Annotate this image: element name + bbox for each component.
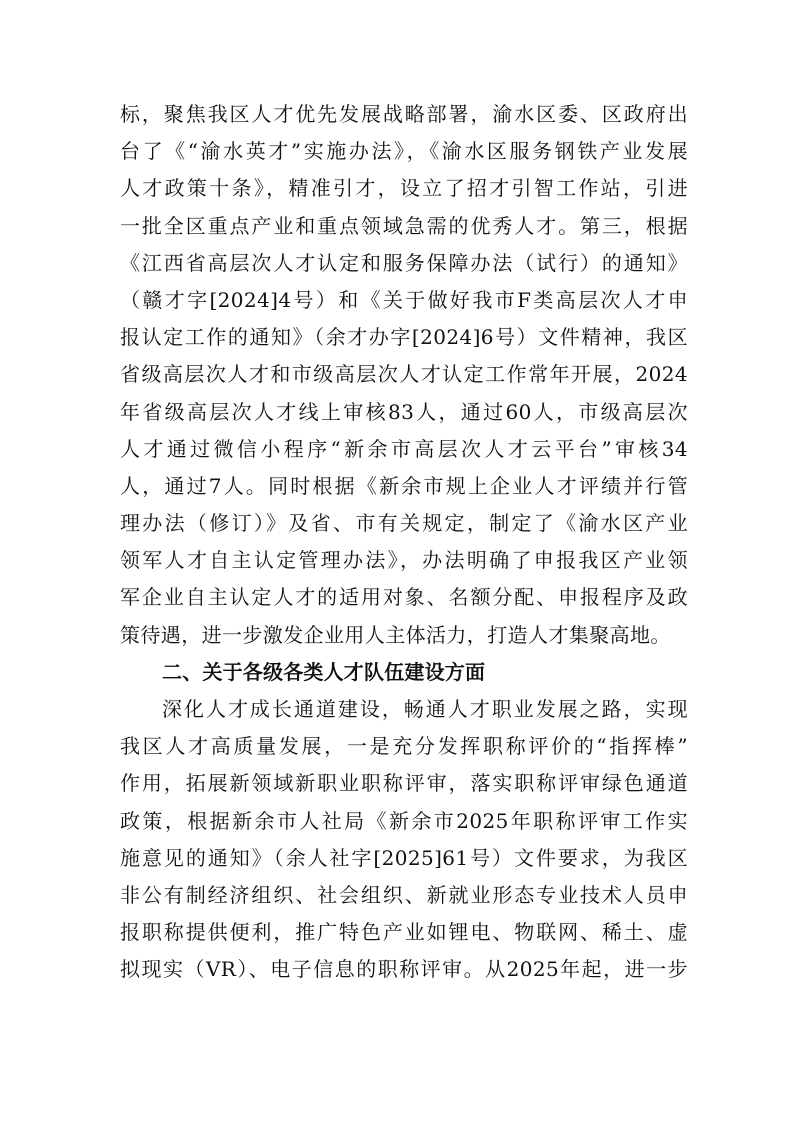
body-line: （赣才字[2024]4号）和《关于做好我市F类高层次人才申 bbox=[120, 287, 688, 312]
body-line: 策待遇，进一步激发企业用人主体活力，打造人才集聚高地。 bbox=[120, 622, 671, 647]
section-line: 拟现实（VR）、电子信息的职称评审。从2025年起，进一步 bbox=[120, 957, 688, 982]
section-line: 深化人才成长通道建设，畅通人才职业发展之路，实现 bbox=[162, 697, 688, 721]
section-line: 施意见的通知》（余人社字[2025]61号）文件要求，为我区 bbox=[120, 845, 688, 870]
section-line: 非公有制经济组织、社会组织、新就业形态专业技术人员申 bbox=[120, 882, 688, 907]
body-line: 人，通过7人。同时根据《新余市规上企业人才评绩并行管 bbox=[120, 473, 688, 498]
body-line: 年省级高层次人才线上审核83人，通过60人，市级高层次 bbox=[120, 399, 688, 424]
body-line: 《江西省高层次人才认定和服务保障办法（试行）的通知》 bbox=[120, 250, 688, 275]
section-heading: 二、关于各级各类人才队伍建设方面 bbox=[162, 659, 486, 684]
body-line: 领军人才自主认定管理办法》，办法明确了申报我区产业领 bbox=[120, 548, 688, 573]
section-line: 政策，根据新余市人社局《新余市2025年职称评审工作实 bbox=[120, 808, 688, 833]
document-body bbox=[120, 96, 688, 989]
body-line: 一批全区重点产业和重点领域急需的优秀人才。第三，根据 bbox=[120, 213, 688, 238]
section-line: 作用，拓展新领域新职业职称评审，落实职称评审绿色通道 bbox=[120, 771, 688, 796]
body-line: 台了《“渝水英才”实施办法》，《渝水区服务钢铁产业发展 bbox=[120, 139, 688, 164]
body-line: 省级高层次人才和市级高层次人才认定工作常年开展，2024 bbox=[120, 362, 688, 387]
section-line: 我区人才高质量发展，一是充分发挥职称评价的“指挥棒” bbox=[120, 734, 688, 759]
body-line: 人才政策十条》，精准引才，设立了招才引智工作站，引进 bbox=[120, 176, 688, 201]
body-line: 人才通过微信小程序“新余市高层次人才云平台”审核34 bbox=[120, 436, 688, 461]
body-line: 标，聚焦我区人才优先发展战略部署，渝水区委、区政府出 bbox=[120, 102, 688, 126]
body-line: 理办法（修订）》及省、市有关规定，制定了《渝水区产业 bbox=[120, 511, 688, 536]
body-line: 报认定工作的通知》（余才办字[2024]6号）文件精神，我区 bbox=[120, 325, 688, 350]
body-line: 军企业自主认定人才的适用对象、名额分配、申报程序及政 bbox=[120, 585, 688, 610]
section-line: 报职称提供便利，推广特色产业如锂电、物联网、稀土、虚 bbox=[120, 920, 688, 945]
